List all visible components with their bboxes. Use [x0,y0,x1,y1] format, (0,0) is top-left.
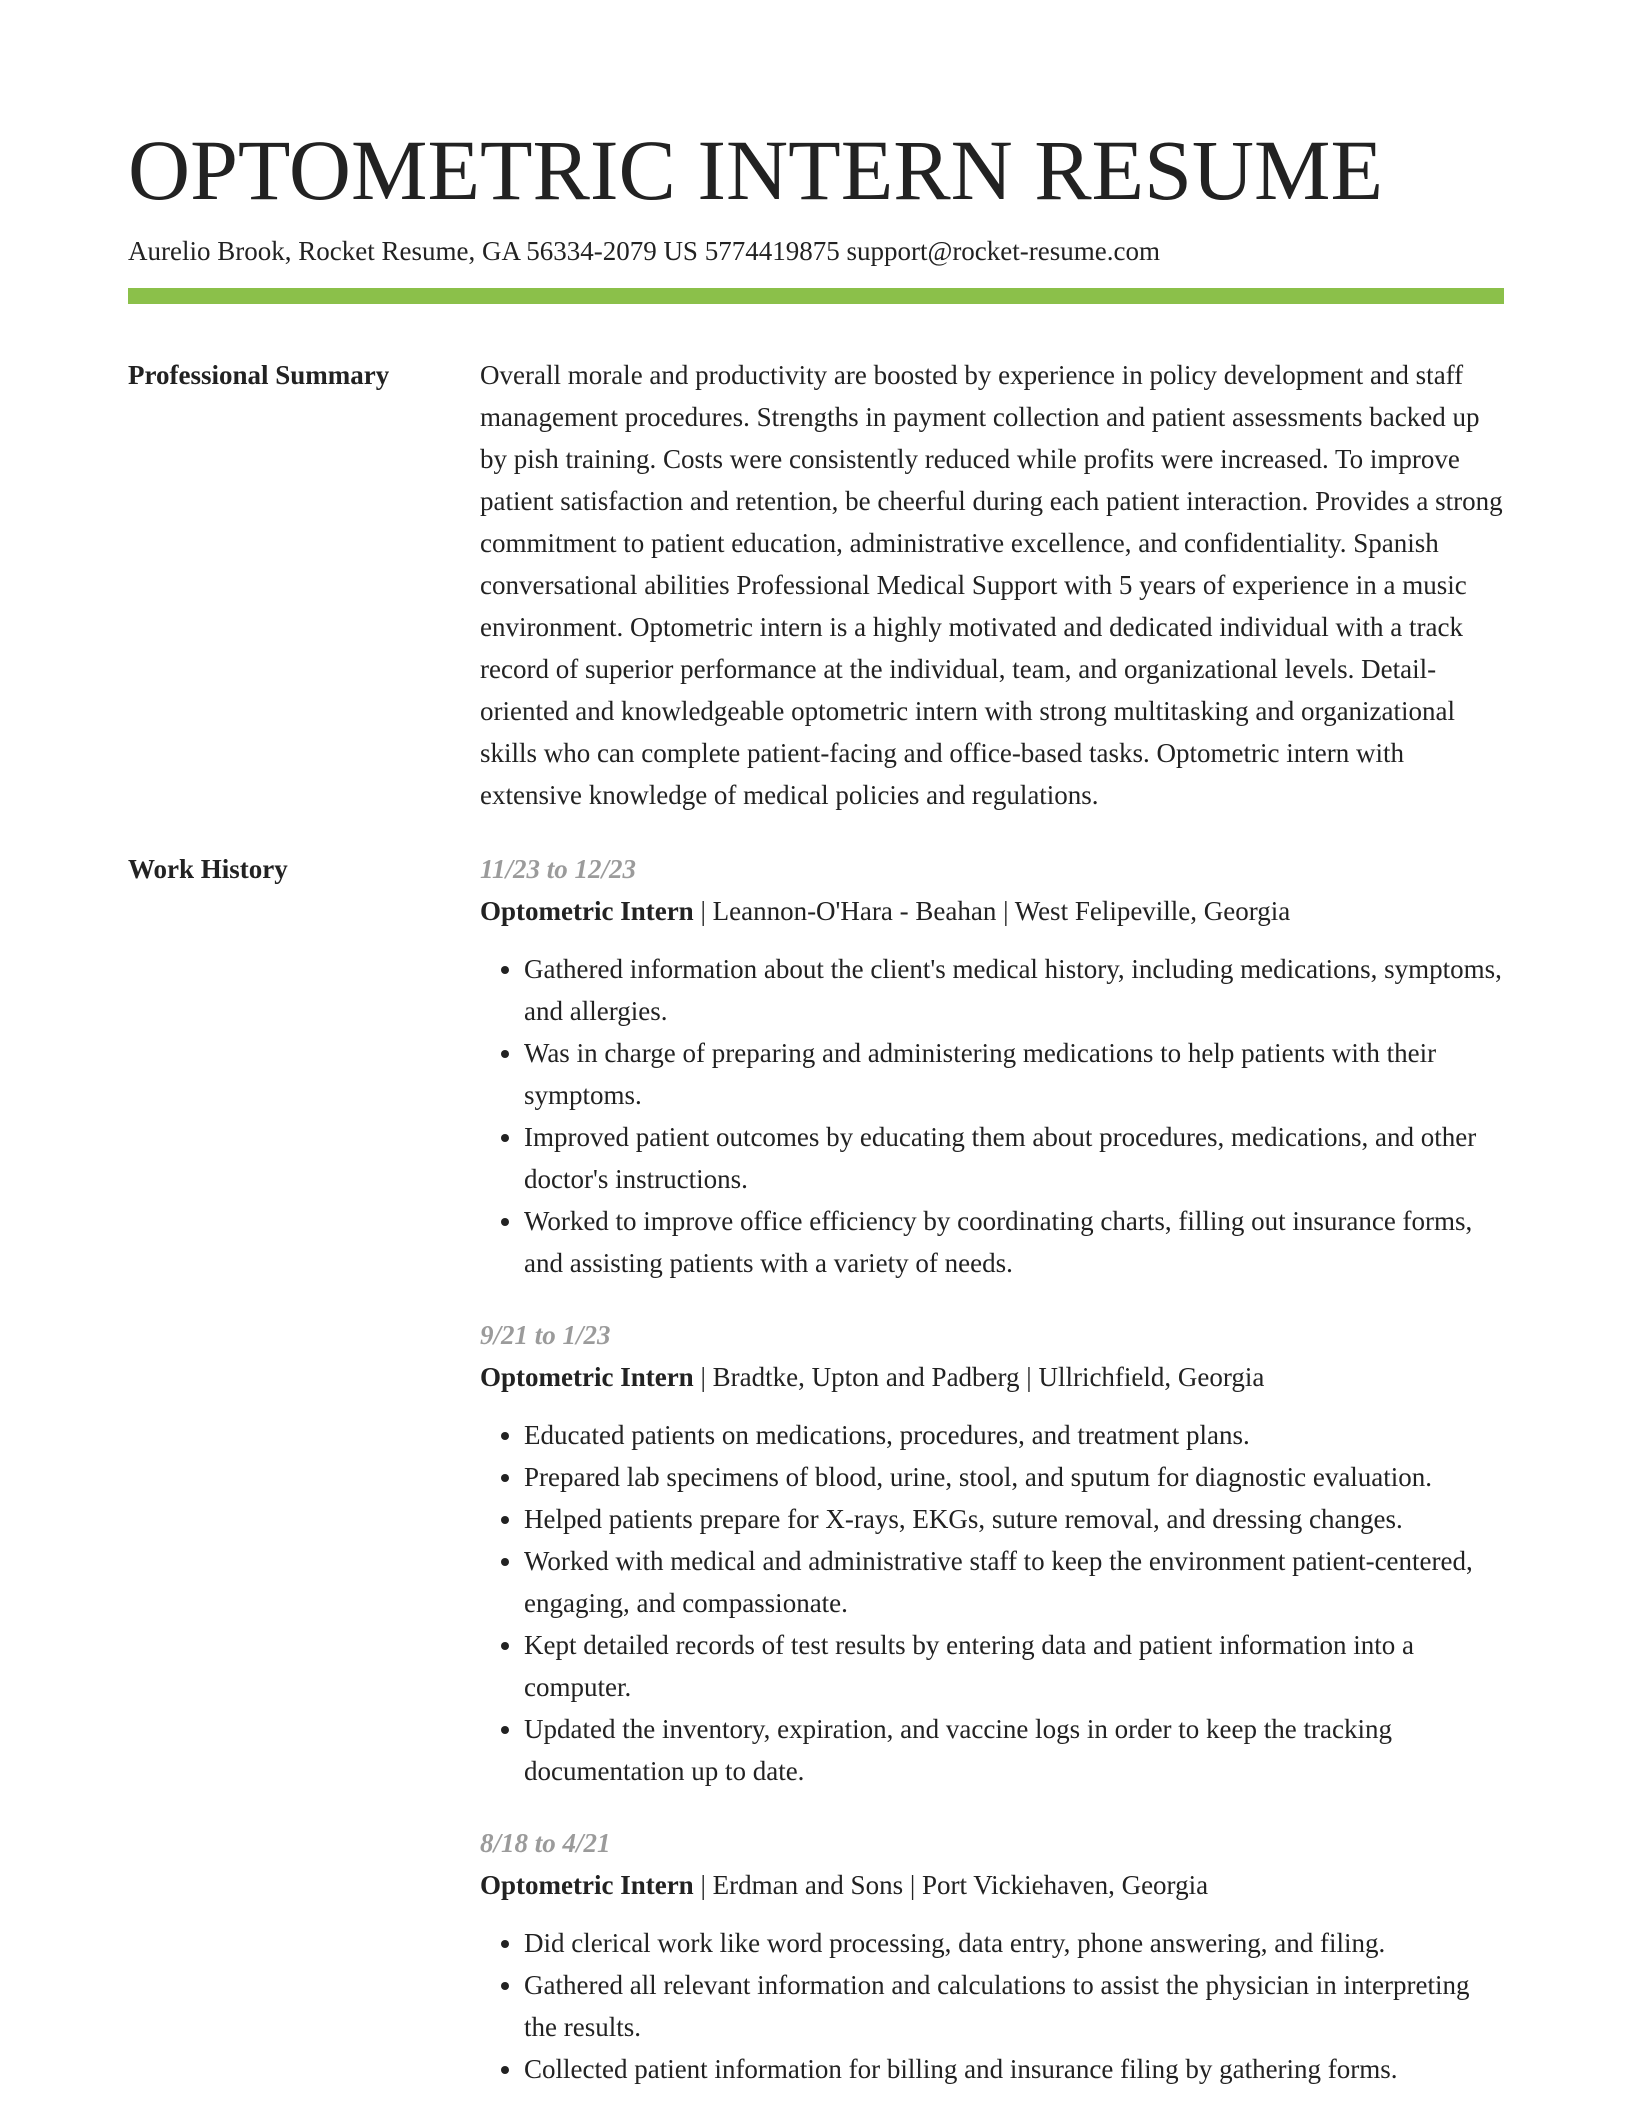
job-bullet: • Worked to improve office efficiency by coordinating charts, filling out insurance forms, and assisting patients with a variety of needs. [524,1200,1504,1284]
job-bullet: • Prepared lab specimens of blood, urine, stool, and sputum for diagnostic evaluation. [524,1456,1504,1498]
job-bullet: • Educated patients on medications, procedures, and treatment plans. [524,1414,1504,1456]
resume-page [128,120,1504,2120]
job-bullet: • Updated the inventory, expiration, and vaccine logs in order to keep the tracking documentation up to date. [524,1708,1504,1792]
job-bullets [480,948,1504,1284]
job-bullets [480,1922,1504,2090]
job-title: Optometric Intern [480,1362,694,1392]
job-bullet: • Gathered information about the client's medical history, including medications, symptoms, and allergies. [524,948,1504,1032]
job-bullet: • Improved patient outcomes by educating them about procedures, medications, and other doctor's instructions. [524,1116,1504,1200]
job-dates: 11/23 to 12/23 [480,854,637,884]
work-history-body [480,848,1504,2120]
job-heading [480,890,1504,932]
job-heading [480,1864,1504,1906]
resume-title: OPTOMETRIC INTERN RESUME [128,122,1384,218]
work-history-section [128,848,1504,2120]
job-title: Optometric Intern [480,896,694,926]
job-details: | Bradtke, Upton and Padberg | Ullrichfield, Georgia [693,1362,1265,1392]
header-divider [128,288,1504,304]
job-dates: 8/18 to 4/21 [480,1828,611,1858]
job-entry [480,1314,1504,1792]
job-bullet: • Collected patient information for billing and insurance filing by gathering forms. [524,2048,1504,2090]
job-bullet: • Worked with medical and administrative staff to keep the environment patient-centered, engaging, and compassionate. [524,1540,1504,1624]
job-bullet: • Helped patients prepare for X-rays, EKGs, suture removal, and dressing changes. [524,1498,1504,1540]
job-bullet: • Kept detailed records of test results by entering data and patient information into a computer. [524,1624,1504,1708]
job-bullet: • Gathered all relevant information and calculations to assist the physician in interpreting the results. [524,1964,1504,2048]
section-label-summary: Professional Summary [128,360,390,390]
job-heading [480,1356,1504,1398]
job-entry [480,1822,1504,2090]
job-bullets [480,1414,1504,1792]
job-bullet: • Did clerical work like word processing, data entry, phone answering, and filing. [524,1922,1504,1964]
job-details: | Leannon-O'Hara - Beahan | West Felipeville, Georgia [693,896,1291,926]
job-entry [480,848,1504,1284]
job-details: | Erdman and Sons | Port Vickiehaven, Georgia [693,1870,1209,1900]
job-dates: 9/21 to 1/23 [480,1320,611,1350]
section-label-work-history: Work History [128,854,288,884]
job-bullet: • Was in charge of preparing and administering medications to help patients with their symptoms. [524,1032,1504,1116]
contact-line: Aurelio Brook, Rocket Resume, GA 56334-2079 US 5774419875 support@rocket-resume.com [128,236,1160,266]
job-title: Optometric Intern [480,1870,694,1900]
summary-text: Overall morale and productivity are boosted by experience in policy development and staff management procedures. Strengths in payment collection and patient assessments backed up by pish training. Costs were consistently reduced while profits were increased. To improve patient satisfaction and retention, be cheerful during each patient interaction. Provides a strong commitment to patient education, administrative excellence, and confidentiality. Spanish conversational abilities Professional Medical Support with 5 years of experience in a music environment. Optometric intern is a highly motivated and dedicated individual with a track record of superior performance at the individual, team, and organizational levels. Detail-oriented and knowledgeable optometric intern with strong multitasking and organizational skills who can complete patient-facing and office-based tasks. Optometric intern with extensive knowledge of medical policies and regulations. [480,360,1503,810]
professional-summary-section [128,354,1504,816]
